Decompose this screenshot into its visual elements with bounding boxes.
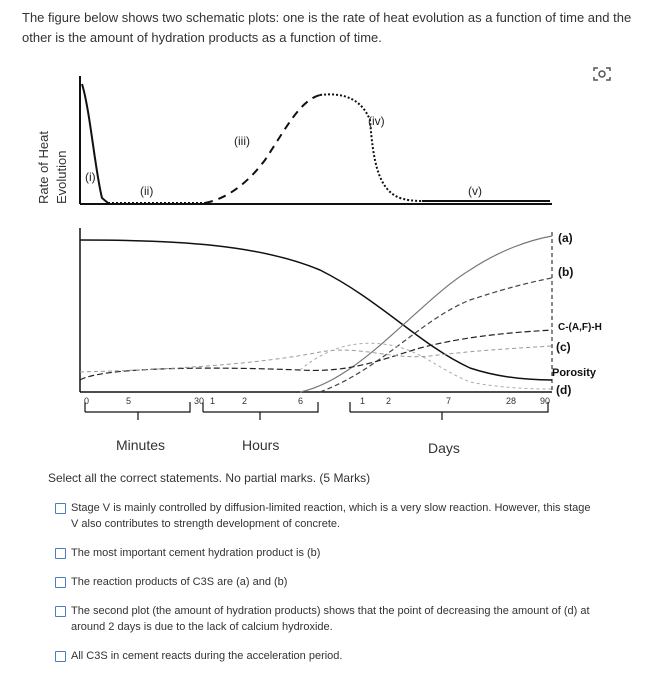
- option-label: The second plot (the amount of hydration products) shows that the point of decreasing the amount of (d) at around 2 days is due to the lack of calcium hydroxide.: [71, 605, 590, 633]
- curve-d: [300, 343, 552, 389]
- curve-label-b: (b): [558, 265, 574, 279]
- curve-a: [300, 236, 552, 392]
- question-prompt: Select all the correct statements. No partial marks. (5 Marks): [48, 471, 371, 485]
- curve-cafh: [80, 330, 552, 380]
- option-label: The reaction products of C3S are (a) and (b): [71, 576, 288, 588]
- option-checkbox[interactable]: [55, 606, 66, 617]
- tick-label: 7: [446, 396, 452, 406]
- options-list: [55, 500, 595, 677]
- stage-label-1: (i): [85, 170, 96, 184]
- option-checkbox[interactable]: [55, 503, 66, 514]
- y-axis-label-line1: Rate of Heat: [36, 131, 51, 204]
- curve-label-c: (c): [556, 340, 571, 354]
- curve-label-a: (a): [558, 231, 573, 245]
- tick-label: 2: [386, 396, 392, 406]
- heat-curve-stage-4: [320, 94, 422, 201]
- option-label: All C3S in cement reacts during the acceleration period.: [71, 650, 343, 662]
- tick-label: 1: [360, 396, 366, 406]
- camera-search-icon[interactable]: [592, 66, 612, 82]
- tick-label: 0: [84, 396, 90, 406]
- unit-label-days: Days: [428, 440, 460, 456]
- unit-label-hours: Hours: [242, 437, 280, 453]
- stage-label-2: (ii): [140, 184, 154, 198]
- question-text: The figure below shows two schematic plots: one is the rate of heat evolution as a function of time and the other is the amount of hydration products as a function of time.: [22, 10, 632, 45]
- y-axis-label-line2: Evolution: [54, 150, 69, 204]
- option-3[interactable]: [55, 574, 595, 590]
- minutes-bracket: [85, 402, 190, 420]
- curve-label-d: (d): [556, 383, 572, 397]
- heat-curve-stage-1: [82, 84, 108, 203]
- tick-label: 30: [194, 396, 205, 406]
- tick-label: 5: [126, 396, 132, 406]
- tick-label: 2: [242, 396, 248, 406]
- curve-label-porosity: Porosity: [552, 367, 597, 379]
- option-checkbox[interactable]: [55, 577, 66, 588]
- option-5[interactable]: [55, 648, 595, 664]
- heat-curve-stage-3: [205, 95, 320, 203]
- stage-label-4: (iv): [368, 114, 385, 128]
- option-1[interactable]: [55, 500, 595, 532]
- stage-label-3: (iii): [234, 134, 250, 148]
- option-checkbox[interactable]: [55, 548, 66, 559]
- unit-label-minutes: Minutes: [116, 437, 166, 453]
- option-label: Stage V is mainly controlled by diffusion-limited reaction, which is a very slow reaction. However, this stage V also contributes to strength development of concrete.: [71, 502, 591, 530]
- option-4[interactable]: [55, 603, 595, 635]
- tick-label: 28: [506, 396, 517, 406]
- stage-label-5: (v): [468, 184, 482, 198]
- option-checkbox[interactable]: [55, 651, 66, 662]
- tick-label: 1: [210, 396, 216, 406]
- curve-label-cafh: C-(A,F)-H: [558, 322, 602, 333]
- tick-label: 6: [298, 396, 304, 406]
- option-label: The most important cement hydration product is (b): [71, 547, 321, 559]
- tick-label: 90: [540, 396, 551, 406]
- option-2[interactable]: [55, 545, 595, 561]
